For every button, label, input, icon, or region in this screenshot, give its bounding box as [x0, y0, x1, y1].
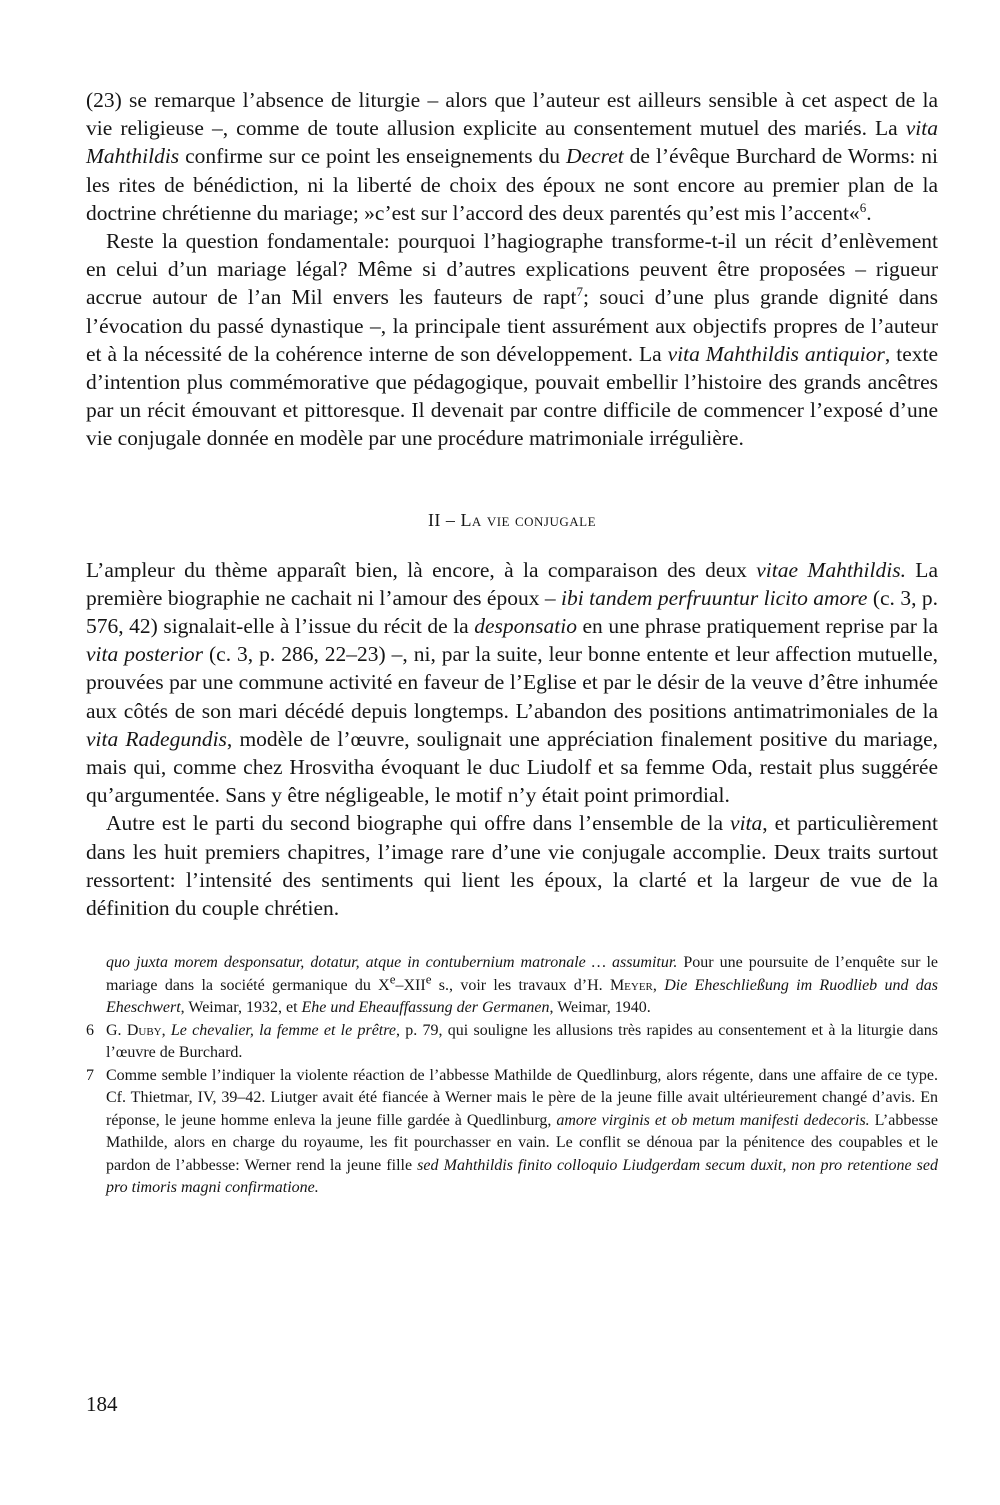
footnotes	[86, 952, 938, 1200]
footnote-7	[86, 1065, 938, 1200]
section-heading-title: La vie conjugale	[460, 509, 597, 530]
body-paragraph-4: Autre est le parti du second biographe qui offre dans l’ensemble de la vita, et particulièrement dans les huit premiers chapitres, l’image rare d’une vie conjugale accomplie. Deux traits surtout ressortent: l’intensité des sentiments qui lient les époux, la clarté et la largeur de vue de la définition du couple chrétien.	[86, 811, 938, 921]
section-heading-number: II –	[427, 509, 461, 530]
footnote-6-text: G. Duby, Le chevalier, la femme et le prêtre, p. 79, qui souligne les allusions très rapides au consentement et à la liturgie dans l’œuvre de Burchard.	[106, 1021, 939, 1062]
section-heading	[86, 507, 938, 533]
footnote-7-text: Comme semble l’indiquer la violente réaction de l’abbesse Mathilde de Quedlinburg, alors régente, dans une affaire de ce type. Cf. Thietmar, IV, 39–42. Liutger avait été fiancée à Werner mais le père de la jeune fille avait ultérieurement changé d’avis. En réponse, le jeune homme enleva la jeune fille gardée à Quedlinburg, amore virginis et ob metum manifesti dedecoris. L’abbesse Mathilde, alors en charge du royaume, les fit pourchasser en vain. Le conflit se dénoua par la pénitence des coupables et le pardon de l’abbesse: Werner rend la jeune fille sed Mahthildis finito colloquio Liudgerdam secum duxit, non pro retentione sed pro timoris magni confirmatione.	[106, 1066, 939, 1197]
body-paragraph-2: Reste la question fondamentale: pourquoi l’hagiographe transforme-t-il un récit d’enlèvement en celui d’un mariage légal? Même si d’autres explications peuvent être proposées – rigueur accrue autour de l’an Mil envers les fauteurs de rapt$^7$; souci d’une plus grande dignité dans l’évocation du passé dynastique –, la principale tient assurément aux objectifs propres de l’auteur et à la nécessité de la cohérence interne de son développement. La vita Mahthildis antiquior, texte d’intention plus commémorative que pédagogique, pouvait embellir l’histoire des grands ancêtres par un récit émouvant et pittoresque. Il devenait par contre difficile de commencer l’exposé d’une vie conjugale donnée en modèle par une procédure matrimoniale irrégulière.	[86, 229, 938, 451]
footnote-continued-text: quo juxta morem desponsatur, dotatur, atque in contubernium matronale … assumitur. Pour une poursuite de l’enquête sur le mariage dans la société germanique du Xe–XIIe s., voir les travaux d’H. Meyer, Die Eheschließung im Ruodlieb und das Eheschwert, Weimar, 1932, et Ehe und Eheauffassung der Germanen, Weimar, 1940.	[106, 954, 939, 1017]
footnote-7-number: 7	[86, 1066, 94, 1084]
footnote-6	[86, 1020, 938, 1065]
footnote-continued	[86, 952, 938, 1020]
footnote-6-number: 6	[86, 1021, 94, 1039]
body-paragraph-1: (23) se remarque l’absence de liturgie – alors que l’auteur est ailleurs sensible à cet aspect de la vie religieuse –, comme de toute allusion explicite au consentement mutuel des mariés. La vita Mahthildis confirme sur ce point les enseignements du Decret de l’évêque Burchard de Worms: ni les rites de bénédiction, ni la liberté de choix des époux ne sont encore au premier plan de la doctrine chrétienne du mariage; »c’est sur l’accord des deux parentés qu’est mis l’accent«$^6$.	[86, 88, 938, 225]
page-body	[86, 86, 938, 1200]
page-number: 184	[86, 1392, 118, 1416]
body-paragraph-3: L’ampleur du thème apparaît bien, là encore, à la comparaison des deux vitae Mahthildis. La première biographie ne cachait ni l’amour des époux – ibi tandem perfruuntur licito amore (c. 3, p. 576, 42) signalait-elle à l’issue du récit de la desponsatio en une phrase pratiquement reprise par la vita posterior (c. 3, p. 286, 22–23) –, ni, par la suite, leur bonne entente et leur affection mutuelle, prouvées par une commune activité en faveur de l’Eglise et par le désir de la veuve d’être inhumée aux côtés de son mari décédé depuis longtemps. L’abandon des positions antimatrimoniales de la vita Radegundis, modèle de l’œuvre, soulignait une appréciation finalement positive du mariage, mais qui, comme chez Hrosvitha évoquant le duc Liudolf et sa femme Oda, restait plus suggérée qu’argumentée. Sans y être négligeable, le motif n’y était point primordial.	[86, 557, 939, 808]
